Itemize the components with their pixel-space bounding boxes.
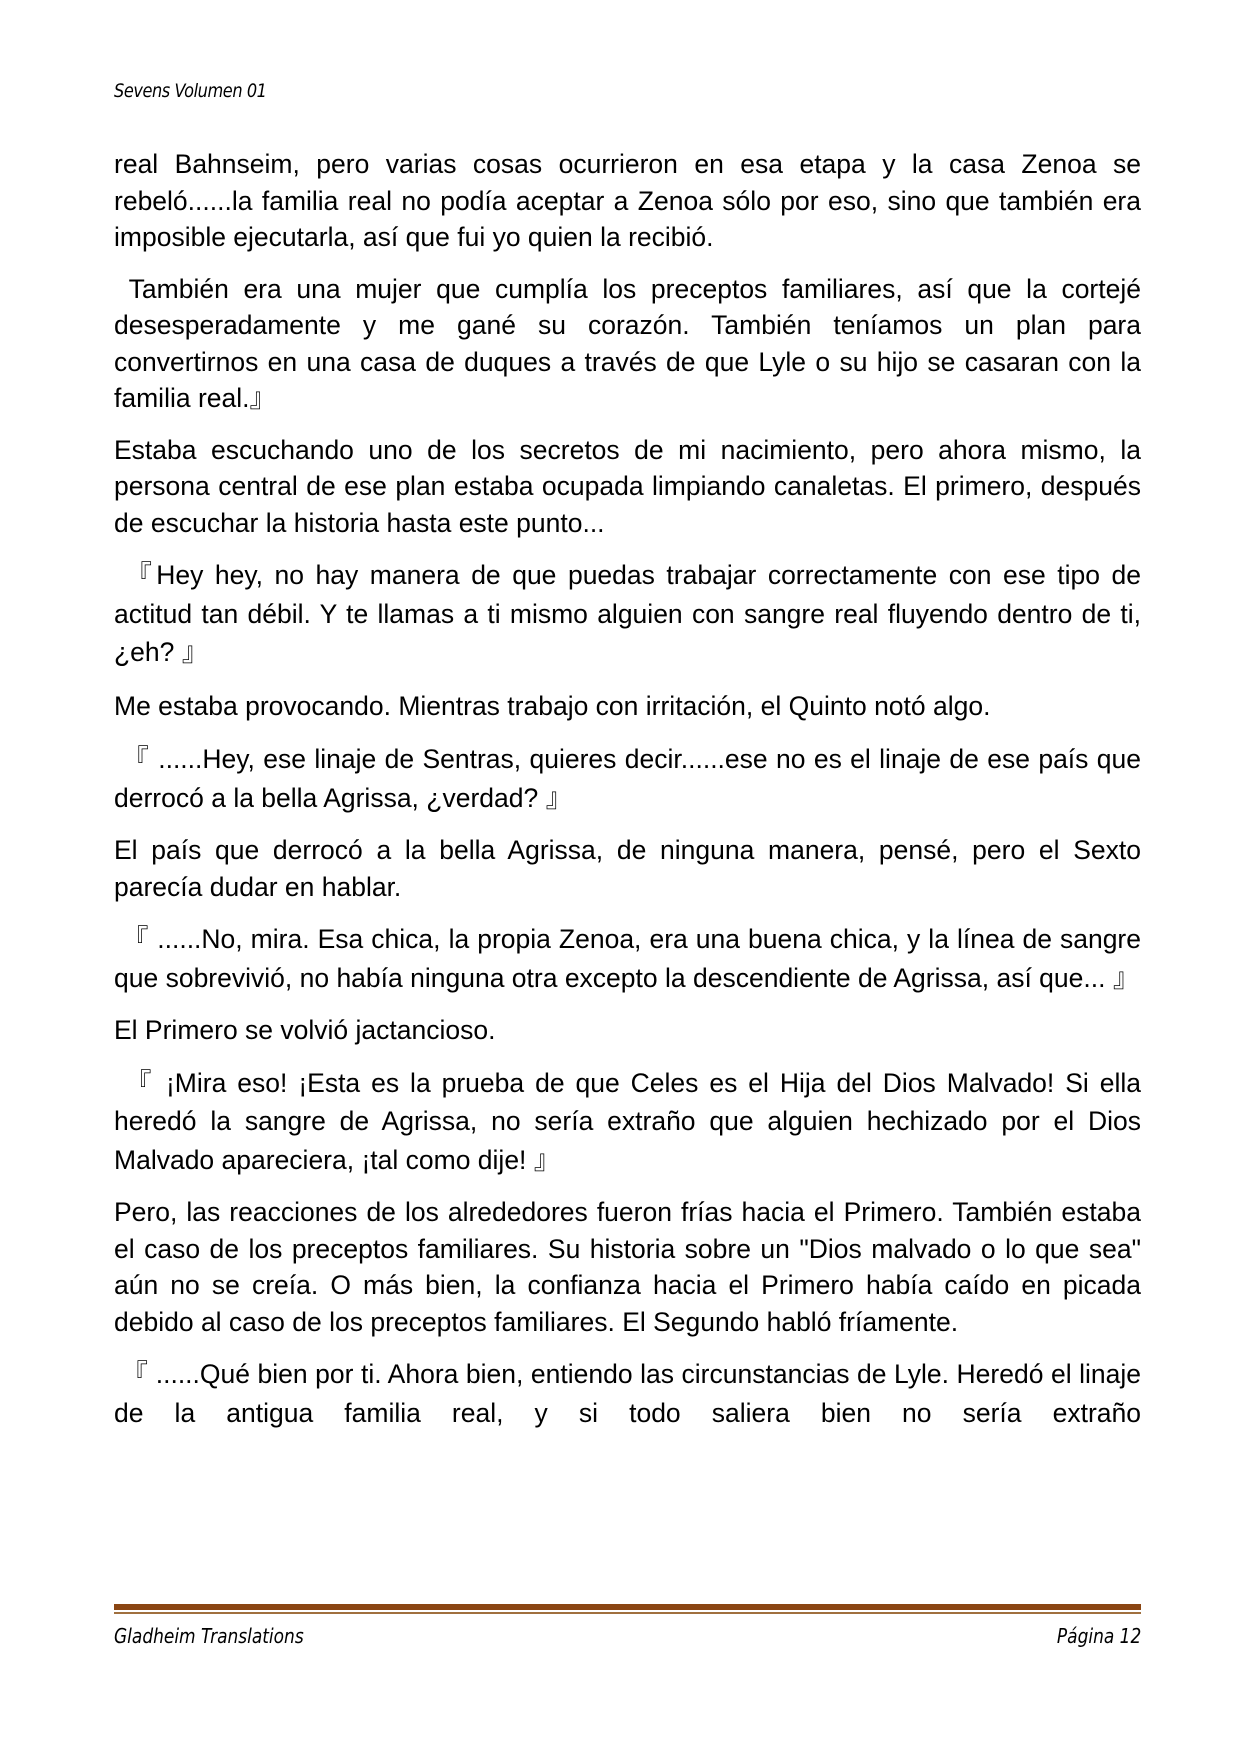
dialogue-paragraph: 『Hey hey, no hay manera de que puedas trabajar correctamente con ese tipo de actitud tan débil. Y te llamas a ti mismo alguien con sangre real fluyendo dentro de ti, ¿eh? 』 bbox=[114, 560, 1141, 667]
paragraph: Pero, las reacciones de los alrededores fueron frías hacia el Primero. También estaba el caso de los preceptos familiares. Su historia sobre un "Dios malvado o lo que sea" aún no se creía. O más bien, la confianza hacia el Primero había caído en picada debido al caso de los preceptos familiares. El Segundo habló fríamente. bbox=[114, 1197, 1141, 1337]
paragraph: Estaba escuchando uno de los secretos de mi nacimiento, pero ahora mismo, la persona central de ese plan estaba ocupada limpiando canaletas. El primero, después de escuchar la historia hasta este punto... bbox=[114, 434, 1141, 538]
page-body bbox=[114, 146, 1141, 1447]
paragraph: Me estaba provocando. Mientras trabajo con irritación, el Quinto notó algo. bbox=[114, 690, 991, 721]
running-header: Sevens Volumen 01 bbox=[114, 80, 267, 102]
footer-rule bbox=[114, 1604, 1141, 1614]
paragraph: real Bahnseim, pero varias cosas ocurrieron en esa etapa y la casa Zenoa se rebeló......la familia real no podía aceptar a Zenoa sólo por eso, sino que también era imposible ejecutarla, así que fui yo quien la recibió. bbox=[114, 149, 1141, 252]
dialogue-paragraph: 『 ......Hey, ese linaje de Sentras, quieres decir......ese no es el linaje de ese país que derrocó a la bella Agrissa, ¿verdad? 』 bbox=[114, 744, 1141, 813]
paragraph: También era una mujer que cumplía los preceptos familiares, así que la cortejé desesperadamente y me gané su corazón. También teníamos un plan para convertirnos en una casa de duques a través de que Lyle o su hijo se casaran con la familia real.』 bbox=[114, 273, 1141, 413]
dialogue-paragraph: 『 ¡Mira eso! ¡Esta es la prueba de que Celes es el Hija del Dios Malvado! Si ella heredó la sangre de Agrissa, no sería extraño que alguien hechizado por el Dios Malvado apareciera, ¡tal como dije! 』 bbox=[114, 1067, 1141, 1175]
dialogue-paragraph: 『 ......No, mira. Esa chica, la propia Zenoa, era una buena chica, y la línea de sangre que sobrevivió, no había ninguna otra excepto la descendiente de Agrissa, así que... 』 bbox=[114, 924, 1141, 993]
paragraph: El Primero se volvió jactancioso. bbox=[114, 1015, 496, 1045]
footer-translator: Gladheim Translations bbox=[114, 1624, 304, 1648]
footer-rule-thick bbox=[114, 1604, 1141, 1610]
paragraph: El país que derrocó a la bella Agrissa, de ninguna manera, pensé, pero el Sexto parecía dudar en hablar. bbox=[114, 835, 1141, 902]
footer-rule-thin bbox=[114, 1612, 1141, 1614]
page-number: Página 12 bbox=[1056, 1624, 1141, 1648]
dialogue-paragraph: 『 ......Qué bien por ti. Ahora bien, entiendo las circunstancias de Lyle. Heredó el linaje de la antigua familia real, y si todo saliera bien no sería extraño bbox=[114, 1359, 1141, 1428]
